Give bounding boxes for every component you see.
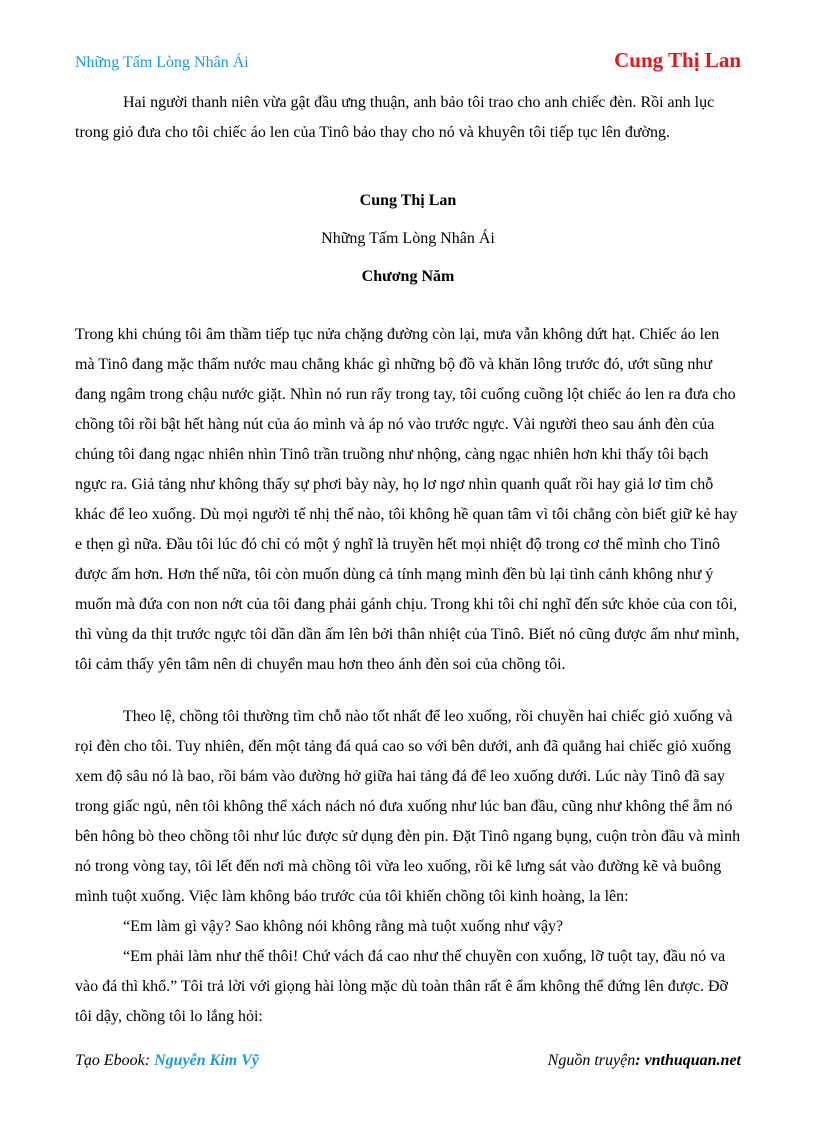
ebook-creator: Nguyễn Kim Vỹ <box>154 1052 259 1069</box>
intro-paragraph: Hai người thanh niên vừa gật đầu ưng thuận, anh bảo tôi trao cho anh chiếc đèn. Rồi anh lục trong giỏ đưa cho tôi chiếc áo len của Tinô bảo thay cho nó và khuyên tôi tiếp tục lên đường. <box>75 94 715 141</box>
page-footer <box>75 1052 741 1076</box>
page-content <box>75 88 741 1032</box>
paragraph-2: Theo lệ, chồng tôi thường tìm chỗ nào tốt nhất để leo xuống, rồi chuyền hai chiếc giỏ xuống và rọi đèn cho tôi. Tuy nhiên, đến một tảng đá quá cao so với bên dưới, anh đã quẳng hai chiếc giỏ xuống xem độ sâu nó là bao, rồi bám vào đường hở giữa hai tảng đá để leo xuống dưới. Lúc này Tinô đã say trong giấc ngủ, nên tôi không thể xách nách nó đưa xuống như lúc ban đầu, cũng như không thể ẵm nó bên hông bò theo chồng tôi như lúc được sử dụng đèn pin. Đặt Tinô ngang bụng, cuộn tròn đầu và mình nó trong vòng tay, tôi lết đến nơi mà chồng tôi vừa leo xuống, rồi kê lưng sát vào đường kẽ và buông mình tuột xuống. Việc làm không báo trước của tôi khiến chồng tôi kinh hoàng, la lên: <box>75 708 741 905</box>
ebook-credit <box>75 1052 259 1070</box>
ebook-separator: : <box>144 1052 155 1069</box>
source-label: Nguồn truyện <box>547 1052 636 1069</box>
ebook-label: Tạo Ebook <box>75 1052 145 1069</box>
page-header <box>75 48 741 78</box>
chapter-author: Cung Thị Lan <box>359 192 457 209</box>
source-credit <box>548 1052 741 1070</box>
source-site: vnthuquan.net <box>644 1052 741 1069</box>
dialogue-2: “Em phải làm như thế thôi! Chứ vách đá cao như thế chuyền con xuống, lỡ tuột tay, đầu nó va vào đá thì khổ.” Tôi trả lời với giọng hài lòng mặc dù toàn thân rất ê ẩm không thể đứng lên được. Đỡ tôi dậy, chồng tôi lo lắng hỏi: <box>75 948 728 1025</box>
header-author: Cung Thị Lan <box>614 48 741 72</box>
header-book-title: Những Tấm Lòng Nhân Ái <box>75 54 249 71</box>
source-separator: : <box>635 1052 645 1069</box>
dialogue-1: “Em làm gì vậy? Sao không nói không rằng mà tuột xuống như vậy? <box>123 918 564 935</box>
chapter-title: Chương Năm <box>361 268 455 285</box>
paragraph-1: Trong khi chúng tôi âm thầm tiếp tục nửa chặng đường còn lại, mưa vẫn không dứt hạt. Chiếc áo len mà Tinô đang mặc thấm nước mau chẳng khác gì những bộ đồ và khăn lông trước đó, ướt sũng như đang ngâm trong chậu nước giặt. Nhìn nó run rẩy trong tay, tôi cuống cuồng lột chiếc áo len ra đưa cho chồng tôi rồi bật hết hàng nút của áo mình và áp nó vào trước ngực. Vài người theo sau ánh đèn của chúng tôi đang ngạc nhiên nhìn Tinô trần truồng như nhộng, càng ngạc nhiên hơn khi thấy tôi bạch ngực ra. Giả tảng như không thấy sự phơi bày này, họ lơ ngơ nhìn quanh quất rồi hay giả lơ tìm chỗ khác để leo xuống. Dù mọi người tế nhị thế nào, tôi không hề quan tâm vì tôi chẳng còn biết giữ kẻ hay e thẹn gì nữa. Đầu tôi lúc đó chỉ có một ý nghĩ là truyền hết mọi nhiệt độ trong cơ thể mình cho Tinô được ấm hơn. Hơn thế nữa, tôi còn muốn dùng cả tính mạng mình đền bù lại tình cảnh không như ý muốn mà đứa con non nớt của tôi đang phải gánh chịu. Trong khi tôi chỉ nghĩ đến sức khỏe của con tôi, thì vùng da thịt trước ngực tôi dần dần ấm lên bởi thân nhiệt của Tinô. Biết nó cũng được ấm như mình, tôi cảm thấy yên tâm nên di chuyển mau hơn theo ánh đèn soi của chồng tôi. <box>75 326 740 673</box>
chapter-book-title: Những Tấm Lòng Nhân Ái <box>321 230 495 247</box>
